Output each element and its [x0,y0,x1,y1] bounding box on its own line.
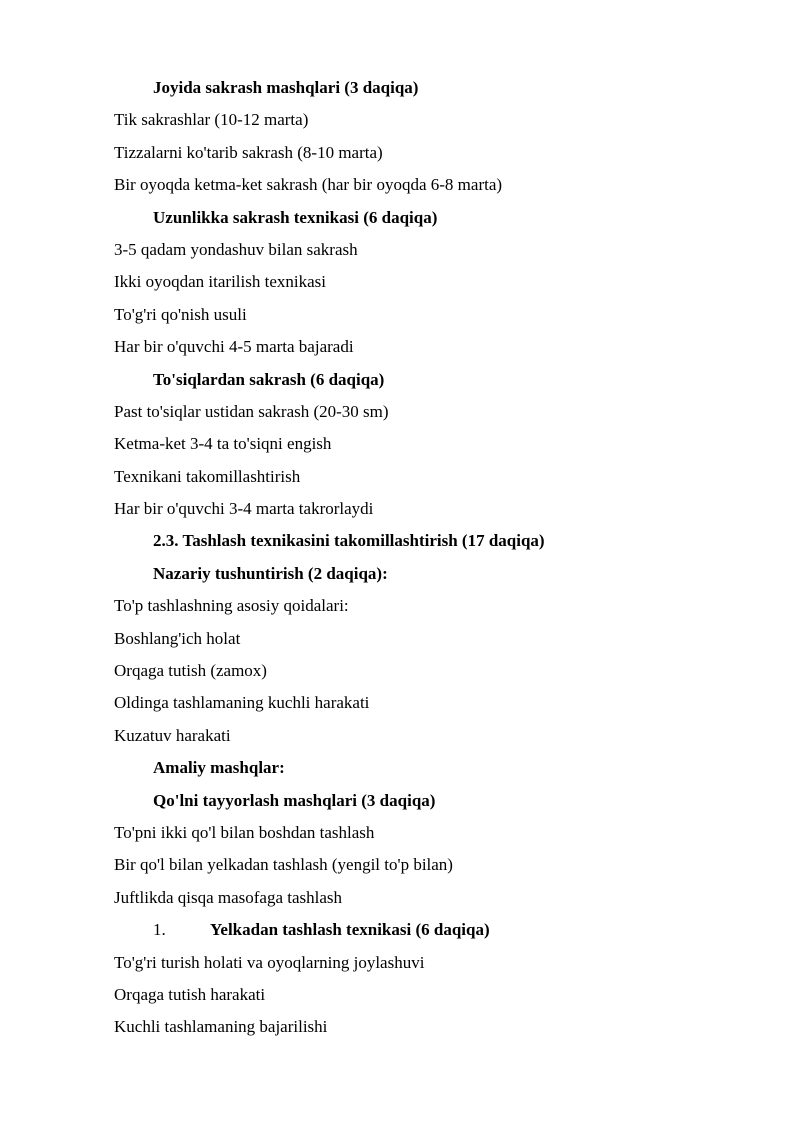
section-heading: Uzunlikka sakrash texnikasi (6 daqiqa) [153,207,438,227]
list-item: Boshlang'ich holat [114,628,241,648]
section-heading: Amaliy mashqlar: [153,758,285,778]
list-item: Juftlikda qisqa masofaga tashlash [114,887,343,907]
list-item: Har bir o'quvchi 4-5 marta bajaradi [114,337,354,357]
heading-text: Yelkadan tashlash texnikasi (6 daqiqa) [210,920,490,940]
list-item: To'g'ri turish holati va oyoqlarning joylashuvi [114,952,425,972]
list-item: Ketma-ket 3-4 ta to'siqni engish [114,434,332,454]
list-item: Kuzatuv harakati [114,725,231,745]
list-item: Har bir o'quvchi 3-4 marta takrorlaydi [114,499,374,519]
list-item: To'pni ikki qo'l bilan boshdan tashlash [114,822,375,842]
section-heading: Joyida sakrash mashqlari (3 daqiqa) [153,78,419,97]
list-item: Oldinga tashlamaning kuchli harakati [114,693,370,713]
list-item: Kuchli tashlamaning bajarilishi [114,1017,328,1037]
list-item: Ikki oyoqdan itarilish texnikasi [114,272,326,292]
numbered-heading [114,918,714,950]
section-heading: Qo'lni tayyorlash mashqlari (3 daqiqa) [153,790,436,810]
section-heading: Nazariy tushuntirish (2 daqiqa): [153,563,388,583]
list-item: To'p tashlashning asosiy qoidalari: [114,596,349,616]
section-heading: To'siqlardan sakrash (6 daqiqa) [153,369,385,389]
document-body [114,76,714,1048]
list-item: Texnikani takomillashtirish [114,466,301,486]
heading-number: 1. [153,920,166,940]
list-item: Past to'siqlar ustidan sakrash (20-30 sm) [114,401,389,421]
list-item: Tizzalarni ko'tarib sakrash (8-10 marta) [114,142,383,162]
list-item: Tik sakrashlar (10-12 marta) [114,110,309,130]
list-item: 3-5 qadam yondashuv bilan sakrash [114,239,358,259]
list-item: Bir oyoqda ketma-ket sakrash (har bir oyoqda 6-8 marta) [114,175,503,195]
list-item: To'g'ri qo'nish usuli [114,304,247,324]
list-item: Orqaga tutish (zamox) [114,661,267,681]
list-item: Bir qo'l bilan yelkadan tashlash (yengil to'p bilan) [114,855,453,875]
list-item: Orqaga tutish harakati [114,984,266,1004]
section-heading: 2.3. Tashlash texnikasini takomillashtirish (17 daqiqa) [153,531,545,551]
